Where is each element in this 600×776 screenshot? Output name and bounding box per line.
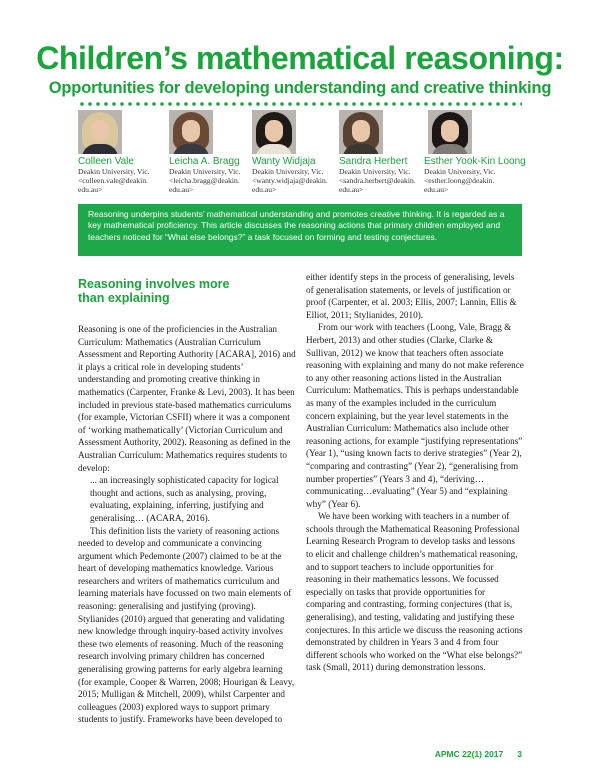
author-card [252, 110, 342, 194]
section-heading-line: than explaining [78, 291, 170, 305]
author-email: edu.au> [169, 184, 194, 194]
paragraph: Reasoning is one of the proficiencies in the Australian Curriculum: Mathematics (Australian Curriculum Assessment and Reporting Authority [ACARA], 2016) and it plays a critical role in developing students’ understanding and promoting creative thinking in mathematics (Carpenter, Franke & Levi, 2003). It has been included in previous state-based mathematics curriculums (for example, Victorian CSFII) where it was a component of ‘working mathematically’ (Victorian Curriculum and Assessment Authority, 2002). Reasoning as defined in the Australian Curriculum: Mathematics requires students to develop: [78, 324, 296, 473]
author-name: Sandra Herbert [339, 156, 408, 167]
author-card [424, 110, 538, 194]
journal-citation: APMC 22(1) 2017 [434, 749, 504, 759]
section-heading [78, 277, 298, 305]
author-photo [78, 110, 122, 154]
abstract-text: Reasoning underpins students’ mathematical understanding and promotes creative thinking. It is regarded as a key mathematical proficiency. This article discusses the reasoning actions that primary children employed and teachers noticed for “What else belongs?” a task focused on forming and testing conjectures. [88, 209, 505, 242]
author-email: <leicha.bragg@deakin. [169, 175, 240, 185]
page-number: 3 [517, 749, 522, 759]
author-card [339, 110, 429, 194]
paragraph: We have been working with teachers in a number of schools through the Mathematical Reasoning Professional Learning Research Program to develop tasks and lessons to elicit and challenge children’s mathematical reasoning, and to support teachers to include opportunities for reasoning in their mathematics lessons. We focussed especially on tasks that provide opportunities for comparing and contrasting, forming conjectures (that is, generalising), and testing, validating and justifying these conjectures. In this article we discuss the reasoning actions demonstrated by children in Years 3 and 4 from four different schools who worked on the “What else belongs?” task (Small, 2011) during demonstration lessons. [306, 511, 523, 673]
dotted-divider [78, 101, 522, 107]
author-email: <wanty.widjaja@deakin. [252, 175, 328, 185]
author-email: edu.au> [424, 184, 449, 194]
block-quote: ... an increasingly sophisticated capacity for logical thought and actions, such as analysing, proving, evaluating, explaining, inferring, justifying and generalising… (ACARA, 2016). [90, 475, 279, 523]
author-card [78, 110, 168, 194]
author-affiliation: Deakin University, Vic. [424, 167, 496, 176]
author-affiliation: Deakin University, Vic. [169, 167, 241, 176]
body-column-left [78, 323, 296, 726]
author-affiliation: Deakin University, Vic. [252, 167, 324, 176]
article-subtitle: Opportunities for developing understanding and creative thinking [48, 79, 552, 97]
author-email: <sandra.herbert@deakin. [339, 175, 416, 185]
author-affiliation: Deakin University, Vic. [339, 167, 411, 176]
author-photo [252, 110, 296, 154]
author-name: Leicha A. Bragg [169, 156, 240, 167]
paragraph: either identify steps in the process of generalising, levels of generalisation statements, or levels of justification or proof (Carpenter, et al. 2003; Ellis, 2007; Lannin, Ellis & Elliot, 2011; Stylianides, 2010). [306, 272, 517, 320]
author-email: edu.au> [78, 184, 103, 194]
author-photo [339, 110, 383, 154]
body-column-right [306, 271, 524, 674]
author-affiliation: Deakin University, Vic. [78, 167, 150, 176]
author-photo [428, 110, 472, 154]
article-title: Children’s mathematical reasoning: [36, 40, 564, 76]
author-name: Colleen Vale [78, 156, 134, 167]
author-email: <esther.loong@deakin. [424, 175, 495, 185]
author-email: <colleen.vale@deakin. [78, 175, 148, 185]
page-footer [435, 749, 522, 759]
abstract-box [78, 204, 522, 256]
paragraph: From our work with teachers (Loong, Vale, Bragg & Herbert, 2013) and other studies (Clarke, Clarke & Sullivan, 2012) we know that teachers often associate reasoning with explaining and many do not make reference to any other reasoning actions listed in the Australian Curriculum: Mathematics. This is perhaps understandable as many of the examples included in the curriculum concern explaining, but the year level statements in the Australian Curriculum: Mathematics also include other reasoning actions, for example “justifying representations” (Year 1), “using known facts to derive strategies” (Year 2), “comparing and contrasting” (Year 2), “generalising from number properties” (Years 3 and 4), “deriving… communicating…evaluating” (Year 5) and “explaining why” (Year 6). [306, 322, 524, 509]
author-name: Esther Yook-Kin Loong [424, 156, 526, 167]
author-email: edu.au> [339, 184, 364, 194]
author-email: edu.au> [252, 184, 277, 194]
author-photo [169, 110, 213, 154]
author-card [169, 110, 259, 194]
section-heading-line: Reasoning involves more [78, 277, 230, 291]
paragraph: This definition lists the variety of reasoning actions needed to develop and communicate a convincing argument which Pedemonte (2007) claimed to be at the heart of developing mathematics knowledge. Various researchers and writers of mathematics curriculum and learning materials have focussed on two main elements of reasoning: generalising and justifying (proving). Stylianides (2010) argued that generating and validating new knowledge through inquiry-based activity involves these two elements of reasoning. Much of the reasoning research involving primary children has concerned generalising growing patterns for early algebra learning (for example, Cooper & Warren, 2008; Hourigan & Leavy, 2015; Mulligan & Mitchell, 2009), whilst Carpenter and colleagues (2003) explored ways to support primary students to justify. Frameworks have been developed to [78, 525, 295, 725]
author-name: Wanty Widjaja [252, 156, 316, 167]
author-list [78, 110, 538, 202]
